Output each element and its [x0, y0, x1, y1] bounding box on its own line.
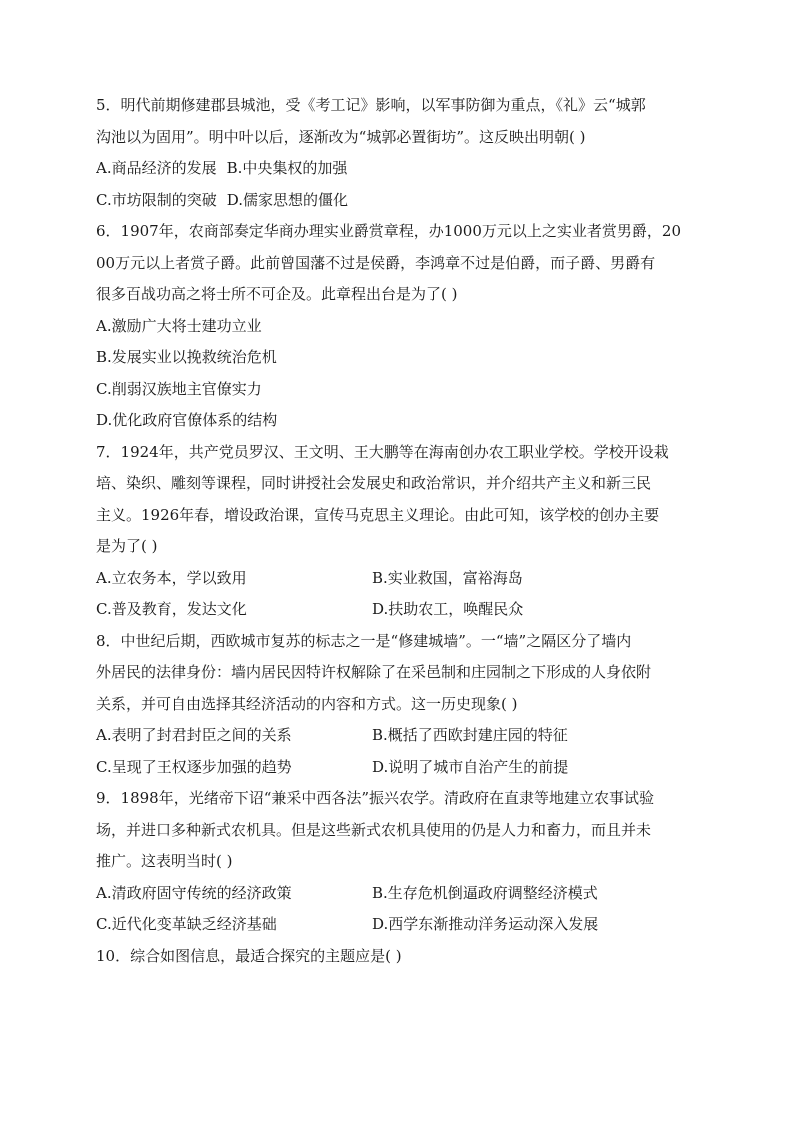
option-a[interactable]: A.激励广大将士建功立业 [96, 316, 262, 335]
option-c[interactable]: C.呈现了王权逐步加强的趋势 [96, 757, 292, 776]
question-7-stem-line-4: 是为了( ) [96, 537, 158, 555]
option-a[interactable]: A.商品经济的发展 [96, 159, 217, 177]
question-9-stem-line-3: 推广。这表明当时( ) [96, 852, 233, 870]
option-d[interactable]: D.优化政府官僚体系的结构 [96, 411, 278, 429]
option-a[interactable]: A.表明了封君封臣之间的关系 [96, 726, 292, 744]
question-5-stem-line-1: 5．明代前期修建郡县城池，受《考工记》影响，以军事防御为重点，《礼》云“城郭 [96, 96, 646, 114]
option-b[interactable]: B.生存危机倒逼政府调整经济模式 [372, 883, 598, 902]
option-c[interactable]: C.削弱汉族地主官僚实力 [96, 379, 262, 398]
question-7-stem-line-3: 主义。1926年春，增设政治课，宣传马克思主义理论。由此可知，该学校的创办主要 [96, 505, 660, 524]
question-6-stem-line-2: 00万元以上者赏子爵。此前曾国藩不过是侯爵，李鸿章不过是伯爵，而子爵、男爵有 [96, 253, 656, 272]
question-6-stem-line-1: 6．1907年，农商部奏定华商办理实业爵赏章程，办1000万元以上之实业者赏男爵，20 [96, 222, 681, 240]
question-8-stem-line-2: 外居民的法律身份：墙内居民因特许权解除了在采邑制和庄园制之下形成的人身依附 [96, 663, 652, 681]
question-6 [96, 216, 700, 437]
question-7 [96, 437, 700, 626]
question-7-stem-line-1: 7．1924年，共产党员罗汉、王文明、王大鹏等在海南创办农工职业学校。学校开设栽 [96, 442, 669, 461]
question-9 [96, 783, 700, 941]
question-5 [96, 90, 700, 216]
question-5-options-cd [96, 185, 700, 217]
option-b[interactable]: B.实业救国，富裕海岛 [372, 568, 523, 587]
question-5-stem-line-2: 沟池以为固用”。明中叶以后，逐渐改为“城郭必置街坊”。这反映出明朝( ) [96, 127, 586, 146]
option-c[interactable]: C.普及教育，发达文化 [96, 600, 247, 618]
question-7-options-cd [96, 594, 700, 626]
option-b[interactable]: B.中央集权的加强 [226, 159, 348, 177]
question-8-options-cd [96, 752, 700, 784]
option-d[interactable]: D.儒家思想的僵化 [226, 190, 348, 209]
option-a[interactable]: A.清政府固守传统的经济政策 [96, 883, 292, 902]
question-7-options-ab [96, 563, 700, 595]
option-d[interactable]: D.说明了城市自治产生的前提 [372, 757, 569, 776]
question-10-stem-line-1: 10．综合如图信息，最适合探究的主题应是( ) [96, 946, 402, 965]
question-9-stem-line-2: 场，并进口多种新式农机具。但是这些新式农机具使用的仍是人力和畜力，而且并未 [96, 820, 652, 839]
question-5-options-ab [96, 153, 700, 185]
option-c[interactable]: C.市坊限制的突破 [96, 190, 217, 209]
option-a[interactable]: A.立农务本，学以致用 [96, 568, 247, 587]
option-b[interactable]: B.概括了西欧封建庄园的特征 [372, 726, 568, 744]
question-6-stem-line-3: 很多百战功高之将士所不可企及。此章程出台是为了( ) [96, 285, 458, 303]
question-9-options-cd [96, 909, 700, 941]
question-8-stem-line-1: 8．中世纪后期，西欧城市复苏的标志之一是“修建城墙”。一“墙”之隔区分了墙内 [96, 631, 632, 650]
option-b[interactable]: B.发展实业以挽救统治危机 [96, 348, 277, 366]
option-c[interactable]: C.近代化变革缺乏经济基础 [96, 915, 277, 933]
question-10 [96, 941, 700, 973]
question-9-options-ab [96, 878, 700, 910]
question-8-options-ab [96, 720, 700, 752]
question-7-stem-line-2: 培、染织、雕刻等课程，同时讲授社会发展史和政治常识，并介绍共产主义和新三民 [96, 474, 652, 492]
question-8 [96, 626, 700, 784]
option-d[interactable]: D.扶助农工，唤醒民众 [372, 600, 524, 618]
question-8-stem-line-3: 关系，并可自由选择其经济活动的内容和方式。这一历史现象( ) [96, 694, 518, 713]
option-d[interactable]: D.西学东渐推动洋务运动深入发展 [372, 915, 599, 933]
question-9-stem-line-1: 9．1898年，光绪帝下诏“兼采中西各法”振兴农学。清政府在直隶等地建立农事试验 [96, 789, 655, 807]
question-page [96, 90, 700, 972]
